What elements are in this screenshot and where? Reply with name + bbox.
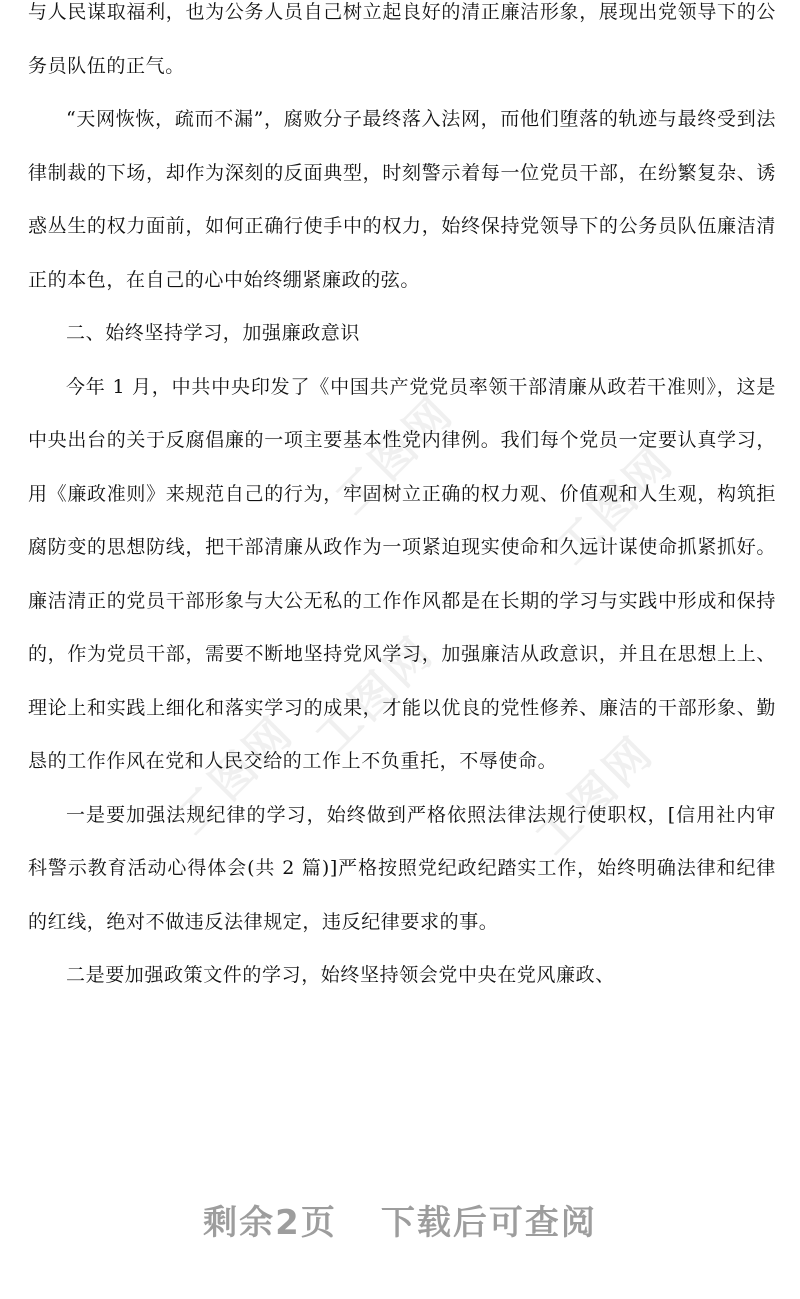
paragraph-point-one: 一是要加强法规纪律的学习，始终做到严格依照法律法规行使职权，[信用社内审科警示教育活动心得体会(共 2 篇)]严格按照党纪政纪踏实工作，始终明确法律和纪律的红线，绝对不做违反法律规定，违反纪律要求的事。 (28, 803, 776, 933)
document-body (28, 0, 776, 1003)
watermark: 工图网 (526, 726, 665, 865)
remaining-pages-label: 剩余2页 (203, 1203, 337, 1243)
watermark: 工图网 (326, 386, 465, 525)
paragraph-point-two: 二是要加强政策文件的学习，始终坚持领会党中央在党风廉政、 (66, 964, 615, 986)
paragraph-quote: “天网恢恢，疏而不漏”，腐败分子最终落入法网，而他们堕落的轨迹与最终受到法律制裁的下场，却作为深刻的反面典型，时刻警示着每一位党员干部，在纷繁复杂、诱惑丛生的权力面前，如何正确行使手中的权力，始终保持党领导下的公务员队伍廉洁清正的本色，在自己的心中始终绷紧廉政的弦。 (28, 108, 776, 291)
download-to-view-label: 下载后可查阅 (380, 1203, 597, 1243)
paragraph-intro-continuation: 与人民谋取福利，也为公务人员自己树立起良好的清正廉洁形象，展现出党领导下的公务员队伍的正气。 (28, 1, 776, 77)
watermark: 工图网 (306, 626, 445, 765)
download-prompt[interactable] (0, 1195, 800, 1244)
watermark: 工图网 (546, 436, 685, 575)
paragraph-study: 今年 1 月，中共中央印发了《中国共产党党员率领干部清廉从政若干准则》，这是中央出台的关于反腐倡廉的一项主要基本性党内律例。我们每个党员一定要认真学习，用《廉政准则》来规范自己的行为，牢固树立正确的权力观、价值观和人生观，构筑拒腐防变的思想防线，把干部清廉从政作为一项紧迫现实使命和久远计谋使命抓紧抓好。廉洁清正的党员干部形象与大公无私的工作作风都是在长期的学习与实践中形成和保持的，作为党员干部，需要不断地坚持党风学习，加强廉洁从政意识，并且在思想上上、理论上和实践上细化和落实学习的成果，才能以优良的党性修养、廉洁的干部形象、勤恳的工作作风在党和人民交给的工作上不负重托，不辱使命。 (28, 375, 776, 772)
watermark: 工图网 (166, 706, 305, 845)
section-heading: 二、始终坚持学习，加强廉政意识 (66, 322, 361, 344)
